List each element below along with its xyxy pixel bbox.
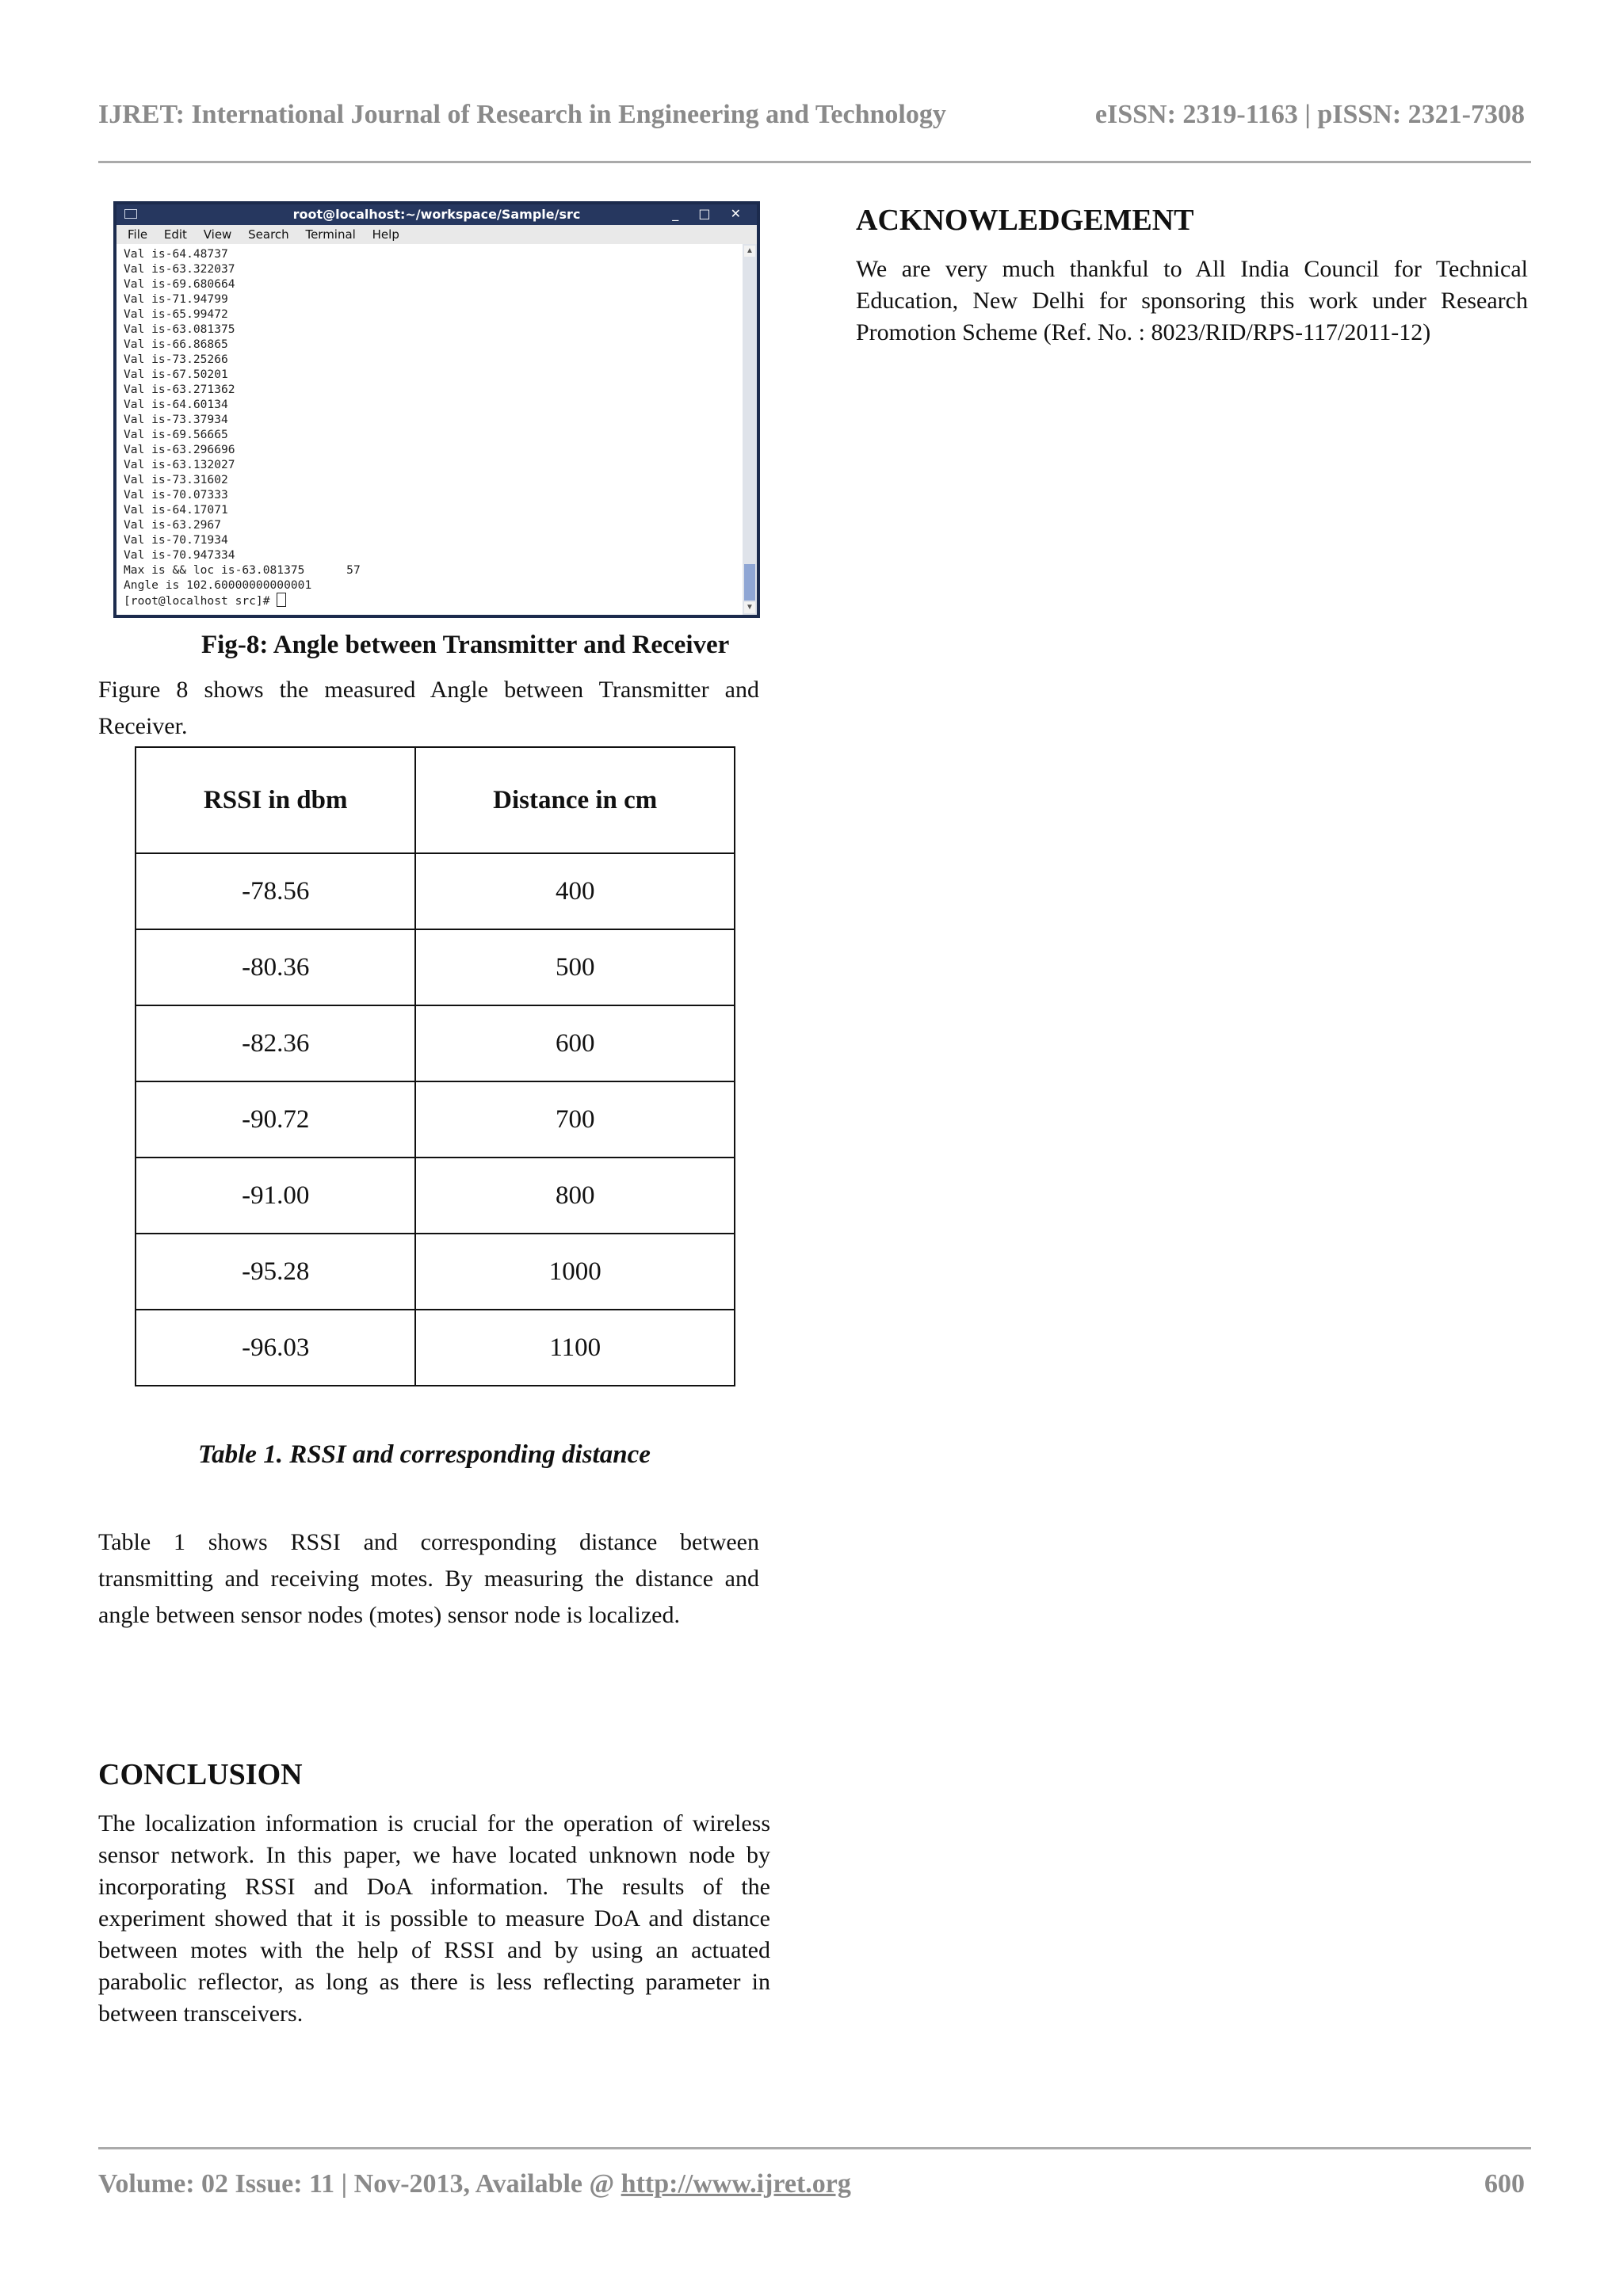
table-paragraph: Table 1 shows RSSI and corresponding distance between transmitting and receiving motes. By measuring the distance and angle between sensor nodes (motes) sensor node is localized. bbox=[98, 1529, 759, 1628]
scroll-up-arrow-icon[interactable]: ▲ bbox=[744, 246, 755, 257]
table-cell: -96.03 bbox=[136, 1310, 415, 1386]
table-cell: -80.36 bbox=[136, 929, 415, 1005]
page-number: 600 bbox=[1484, 2169, 1525, 2199]
terminal-scrollbar[interactable] bbox=[743, 244, 757, 615]
terminal-line: Val is-63.271362 bbox=[124, 383, 235, 396]
terminal-prompt: [root@localhost src]# bbox=[124, 594, 277, 608]
terminal-line: Val is-69.56665 bbox=[124, 428, 228, 441]
terminal-line: Val is-63.296696 bbox=[124, 443, 235, 456]
table-caption: Table 1. RSSI and corresponding distance bbox=[198, 1440, 651, 1469]
table-row bbox=[136, 853, 735, 929]
page-footer bbox=[98, 2169, 1525, 2199]
table-cell: 600 bbox=[415, 1005, 735, 1081]
footer-rule bbox=[98, 2147, 1531, 2149]
menu-edit[interactable]: Edit bbox=[163, 227, 187, 242]
terminal-line: Val is-64.60134 bbox=[124, 398, 228, 411]
table-cell: 1000 bbox=[415, 1234, 735, 1310]
footer-link[interactable]: http://www.ijret.org bbox=[621, 2169, 851, 2199]
terminal-menubar bbox=[116, 225, 757, 244]
issn: eISSN: 2319-1163 | pISSN: 2321-7308 bbox=[1094, 100, 1525, 129]
terminal-line: Val is-63.081375 bbox=[124, 322, 235, 336]
terminal-line: Max is && loc is-63.081375 57 bbox=[124, 563, 361, 577]
terminal-line: Val is-73.25266 bbox=[124, 353, 228, 366]
terminal-line: Val is-73.31602 bbox=[124, 473, 228, 486]
table-row bbox=[136, 1234, 735, 1310]
terminal-line: Val is-70.07333 bbox=[124, 488, 228, 502]
table-cell: -78.56 bbox=[136, 853, 415, 929]
header-rule bbox=[98, 161, 1531, 163]
column-header: RSSI in dbm bbox=[136, 747, 415, 853]
menu-search[interactable]: Search bbox=[248, 227, 289, 242]
acknowledgement-heading: ACKNOWLEDGEMENT bbox=[856, 204, 1194, 237]
terminal-line: Val is-63.132027 bbox=[124, 458, 235, 471]
table-cell: -91.00 bbox=[136, 1158, 415, 1234]
terminal-line: Val is-63.2967 bbox=[124, 518, 222, 532]
table-cell: 500 bbox=[415, 929, 735, 1005]
menu-file[interactable]: File bbox=[128, 227, 148, 242]
table-cell: 800 bbox=[415, 1158, 735, 1234]
terminal-line: Val is-69.680664 bbox=[124, 277, 235, 291]
table-cell: -82.36 bbox=[136, 1005, 415, 1081]
figure-paragraph: Figure 8 shows the measured Angle between Transmitter and Receiver. bbox=[98, 677, 759, 739]
menu-terminal[interactable]: Terminal bbox=[305, 227, 356, 242]
text-cursor bbox=[277, 593, 286, 607]
terminal-line: Val is-70.947334 bbox=[124, 548, 235, 562]
table-row bbox=[136, 1005, 735, 1081]
terminal-line: Val is-64.17071 bbox=[124, 503, 228, 517]
journal-title: IJRET: International Journal of Research in Engineering and Technology bbox=[98, 100, 946, 129]
column-header: Distance in cm bbox=[415, 747, 735, 853]
terminal-screenshot bbox=[113, 201, 760, 618]
conclusion-heading: CONCLUSION bbox=[98, 1758, 303, 1791]
table-cell: 700 bbox=[415, 1081, 735, 1158]
terminal-line: Val is-63.322037 bbox=[124, 262, 235, 276]
footer-volume: Volume: 02 Issue: 11 | Nov-2013, Available @ bbox=[98, 2169, 621, 2199]
acknowledgement-paragraph: We are very much thankful to All India Council for Technical Education, New Delhi for sponsoring this work under Research Promotion Scheme (Ref. No. : 8023/RID/RPS-117/2011-12) bbox=[856, 256, 1528, 345]
terminal-line: Val is-64.48737 bbox=[124, 247, 228, 261]
terminal-line: Val is-71.94799 bbox=[124, 292, 228, 306]
terminal-line: Val is-67.50201 bbox=[124, 368, 228, 381]
rssi-distance-table bbox=[135, 746, 735, 1386]
figure-caption: Fig-8: Angle between Transmitter and Receiver bbox=[201, 631, 730, 659]
scroll-down-arrow-icon[interactable]: ▼ bbox=[744, 602, 755, 613]
table-cell: 400 bbox=[415, 853, 735, 929]
table-row bbox=[136, 1310, 735, 1386]
terminal-line: Angle is 102.60000000000001 bbox=[124, 578, 312, 592]
terminal-output[interactable] bbox=[116, 244, 743, 615]
window-controls[interactable]: _ □ ✕ bbox=[672, 206, 749, 221]
terminal-line: Val is-70.71934 bbox=[124, 533, 228, 547]
terminal-line: Val is-73.37934 bbox=[124, 413, 228, 426]
table-cell: -90.72 bbox=[136, 1081, 415, 1158]
menu-help[interactable]: Help bbox=[372, 227, 399, 242]
terminal-titlebar bbox=[116, 204, 757, 225]
terminal-title: root@localhost:~/workspace/Sample/src bbox=[292, 207, 581, 222]
menu-view[interactable]: View bbox=[203, 227, 232, 242]
terminal-prompt-line[interactable] bbox=[124, 593, 743, 608]
scrollbar-thumb[interactable] bbox=[744, 564, 755, 601]
table-row bbox=[136, 929, 735, 1005]
table-row bbox=[136, 1158, 735, 1234]
table-header-row bbox=[136, 747, 735, 853]
conclusion-paragraph: The localization information is crucial for the operation of wireless sensor network. In this paper, we have located unknown node by incorporating RSSI and DoA information. The results of the experiment showed that it is possible to measure DoA and distance between motes with the help of RSSI and by using an actuated parabolic reflector, as long as there is less reflecting parameter in between transceivers. bbox=[98, 1810, 770, 2027]
page-header bbox=[98, 100, 1525, 132]
terminal-line: Val is-66.86865 bbox=[124, 338, 228, 351]
table-row bbox=[136, 1081, 735, 1158]
table-cell: -95.28 bbox=[136, 1234, 415, 1310]
table-cell: 1100 bbox=[415, 1310, 735, 1386]
terminal-line: Val is-65.99472 bbox=[124, 307, 228, 321]
